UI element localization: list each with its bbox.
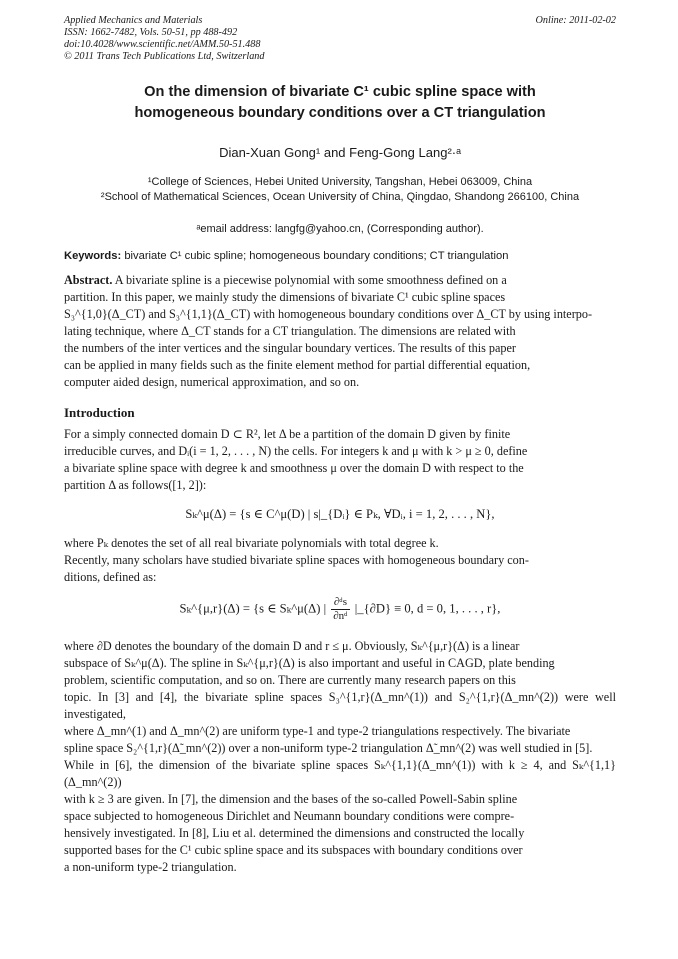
- journal-name: Applied Mechanics and Materials: [64, 15, 203, 26]
- intro-paragraph-3: [64, 638, 616, 876]
- intro-paragraph-2: [64, 535, 616, 586]
- title-line-2: homogeneous boundary conditions over a CT triangulation: [134, 105, 546, 121]
- affiliation-2: ²School of Mathematical Sciences, Ocean University of China, Qingdao, Shandong 266100, China: [100, 191, 580, 203]
- intro-line: where Pₖ denotes the set of all real bivariate polynomials with total degree k.: [64, 536, 439, 550]
- intro-line: hensively investigated. In [8], Liu et al. determined the dimensions and constructed the locally: [64, 826, 525, 840]
- fraction-numerator: ∂ᵈs: [331, 596, 349, 610]
- intro-line: For a simply connected domain D ⊂ R², let Δ be a partition of the domain D given by finite: [64, 427, 511, 441]
- intro-line: where Δ_mn^(1) and Δ_mn^(2) are uniform type-1 and type-2 triangulations respectively. The bivariate: [64, 724, 571, 738]
- journal-doi: doi:10.4028/www.scientific.net/AMM.50-51.488: [64, 39, 261, 50]
- abstract-line: can be applied in many fields such as the finite element method for partial differential equation,: [64, 358, 531, 372]
- section-heading-introduction: Introduction: [64, 405, 135, 420]
- affiliation-1: ¹College of Sciences, Hebei United University, Tangshan, Hebei 063009, China: [147, 176, 533, 188]
- abstract-line: S₃^{1,0}(Δ_CT) and S₃^{1,1}(Δ_CT) with homogeneous boundary conditions over Δ_CT by using interpo-: [64, 307, 593, 321]
- intro-line: a bivariate spline space with degree k and smoothness μ over the domain D with respect to the: [64, 461, 524, 475]
- journal-copyright: © 2011 Trans Tech Publications Ltd, Switzerland: [64, 51, 265, 62]
- intro-line: partition Δ as follows([1, 2]):: [64, 478, 207, 492]
- equation-fraction: [331, 596, 349, 623]
- abstract: [64, 272, 616, 391]
- keywords-text: bivariate C¹ cubic spline; homogeneous boundary conditions; CT triangulation: [124, 250, 509, 262]
- intro-line: While in [6], the dimension of the bivariate spline spaces Sₖ^{1,1}(Δ_mn^(1)) with k ≥ 4, and Sₖ^{1,1}(Δ_mn^(2)): [64, 758, 616, 789]
- keywords-label: Keywords:: [64, 250, 122, 262]
- intro-paragraph-1: [64, 426, 616, 494]
- intro-line: irreducible curves, and Dᵢ(i = 1, 2, . . . , N) the cells. For integers k and μ with k > μ ≥ 0, define: [64, 444, 528, 458]
- intro-line: where ∂D denotes the boundary of the domain D and r ≤ μ. Obviously, Sₖ^{μ,r}(Δ) is a linear: [64, 639, 520, 653]
- keywords: [64, 250, 624, 262]
- intro-line: with k ≥ 3 are given. In [7], the dimension and the bases of the so-called Powell-Sabin spline: [64, 792, 518, 806]
- abstract-line: A bivariate spline is a piecewise polynomial with some smoothness defined on a: [114, 273, 507, 287]
- intro-line: a non-uniform type-2 triangulation.: [64, 860, 237, 874]
- equation-left: Sₖ^{μ,r}(Δ) = {s ∈ Sₖ^μ(Δ) |: [179, 601, 327, 616]
- journal-header: [64, 15, 616, 63]
- intro-line: Recently, many scholars have studied bivariate spline spaces with homogeneous boundary con-: [64, 553, 529, 567]
- intro-line: topic. In [3] and [4], the bivariate spline spaces S₃^{1,r}(Δ_mn^(1)) and S₂^{1,r}(Δ_mn^(2)) were well investigated,: [64, 690, 616, 721]
- intro-line: supported bases for the C¹ cubic spline space and its subspaces with boundary conditions over: [64, 843, 523, 857]
- intro-line: subspace of Sₖ^μ(Δ). The spline in Sₖ^{μ,r}(Δ) is also important and useful in CAGD, plate bending: [64, 656, 555, 670]
- equation-spline-space: Sₖ^μ(Δ) = {s ∈ C^μ(D) | s|_{Dᵢ} ∈ Pₖ, ∀Dᵢ, i = 1, 2, . . . , N},: [185, 507, 495, 521]
- abstract-line: lating technique, where Δ_CT stands for a CT triangulation. The dimensions are related with: [64, 324, 516, 338]
- abstract-label: Abstract.: [64, 273, 113, 287]
- corresponding-email: ᵃemail address: langfg@yahoo.cn, (Corresponding author).: [196, 223, 484, 235]
- intro-line: problem, scientific computation, and so on. There are currently many research papers on this: [64, 673, 516, 687]
- online-date: Online: 2011-02-02: [535, 15, 616, 26]
- title-line-1: On the dimension of bivariate C¹ cubic spline space with: [144, 84, 536, 100]
- authors: Dian-Xuan Gong¹ and Feng-Gong Lang²·ᵃ: [219, 145, 461, 160]
- intro-line: ditions, defined as:: [64, 570, 157, 584]
- abstract-line: the numbers of the inter vertices and the singular boundary vertices. The results of this paper: [64, 341, 516, 355]
- journal-issn: ISSN: 1662-7482, Vols. 50-51, pp 488-492: [64, 27, 238, 38]
- fraction-denominator: ∂nᵈ: [333, 610, 348, 622]
- equation-right: |_{∂D} ≡ 0, d = 0, 1, . . . , r},: [354, 601, 501, 616]
- intro-line: space subjected to homogeneous Dirichlet and Neumann boundary conditions were compre-: [64, 809, 515, 823]
- abstract-line: computer aided design, numerical approximation, and so on.: [64, 375, 360, 389]
- intro-line: spline space S₂^{1,r}(Δ̃_mn^(2)) over a non-uniform type-2 triangulation Δ̃_mn^(2) was well studied in [5].: [64, 741, 593, 755]
- abstract-line: partition. In this paper, we mainly study the dimensions of bivariate C¹ cubic spline spaces: [64, 290, 506, 304]
- paper-title: [64, 82, 616, 124]
- equation-boundary-spline-space: [64, 596, 616, 623]
